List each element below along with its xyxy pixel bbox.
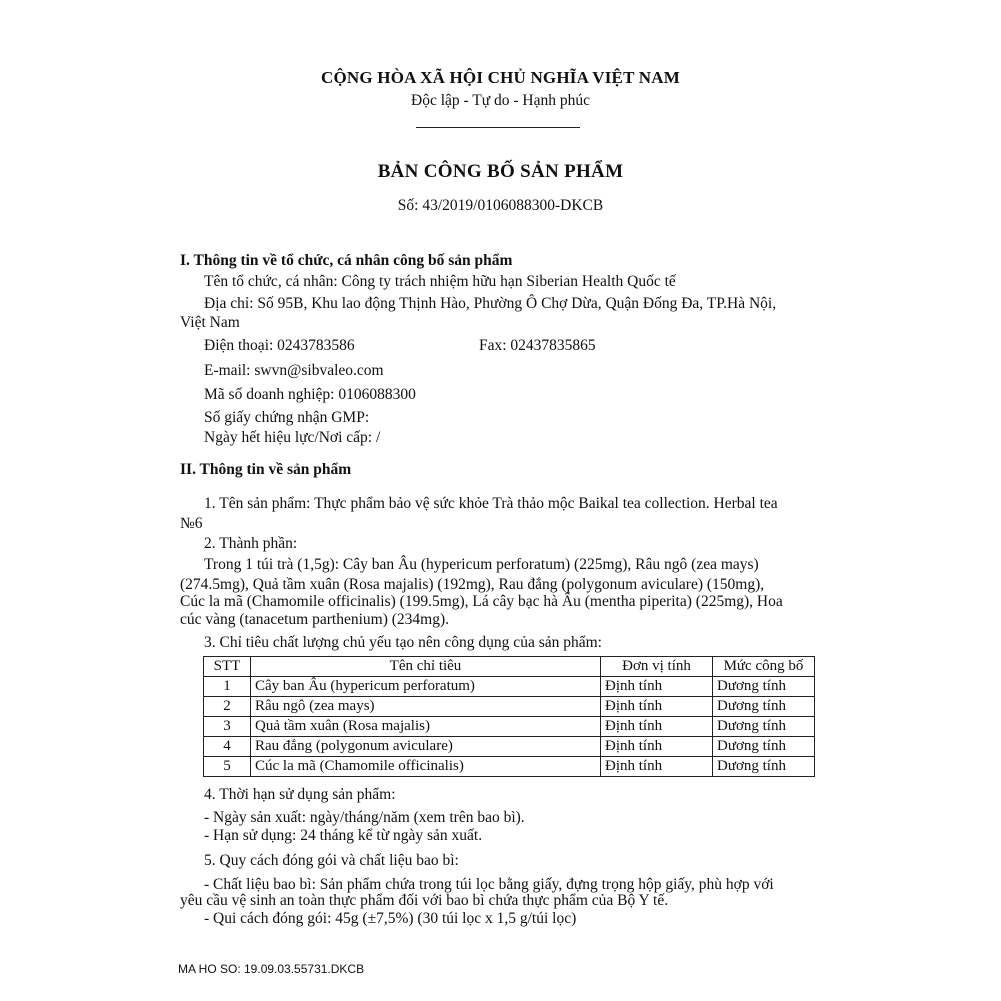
packaging-heading: 5. Quy cách đóng gói và chất liệu bao bì: — [204, 852, 459, 869]
document-title: BẢN CÔNG BỐ SẢN PHẨM — [377, 161, 624, 182]
ingredients-line: cúc vàng (tanacetum parthenium) (234mg). — [180, 611, 449, 628]
document-number: Số: 43/2019/0106088300-DKCB — [397, 197, 604, 214]
quality-heading: 3. Chỉ tiêu chất lượng chủ yếu tạo nên công dụng của sản phẩm: — [204, 634, 602, 651]
table-cell: Dương tính — [713, 677, 815, 697]
email: E-mail: swvn@sibvaleo.com — [204, 362, 384, 379]
expiry-issuer: Ngày hết hiệu lực/Nơi cấp: / — [204, 429, 381, 446]
table-cell: 2 — [204, 697, 251, 717]
table-cell: Định tính — [601, 677, 713, 697]
table-row — [204, 757, 815, 777]
manufacture-date: - Ngày sản xuất: ngày/tháng/năm (xem trên bao bì). — [204, 809, 525, 826]
column-header: Tên chỉ tiêu — [251, 657, 601, 677]
table-cell: Rau đắng (polygonum aviculare) — [251, 737, 601, 757]
table-cell: Cây ban Âu (hypericum perforatum) — [251, 677, 601, 697]
table-cell: Quả tầm xuân (Rosa majalis) — [251, 717, 601, 737]
section-1-heading: I. Thông tin về tổ chức, cá nhân công bố sản phẩm — [180, 252, 513, 269]
ingredients-line: (274.5mg), Quả tầm xuân (Rosa majalis) (192mg), Rau đắng (polygonum aviculare) (150mg), — [180, 576, 765, 593]
table-cell: Dương tính — [713, 697, 815, 717]
table-cell: Định tính — [601, 697, 713, 717]
packaging-material-line-1: - Chất liệu bao bì: Sản phẩm chứa trong túi lọc bằng giấy, đựng trọng hộp giấy, phù hợp với — [204, 876, 774, 893]
record-code: MA HO SO: 19.09.03.55731.DKCB — [178, 962, 365, 976]
table-cell: Cúc la mã (Chamomile officinalis) — [251, 757, 601, 777]
ingredients-line: Trong 1 túi trà (1,5g): Cây ban Âu (hypericum perforatum) (225mg), Râu ngô (zea mays) — [204, 556, 759, 573]
table-cell: 4 — [204, 737, 251, 757]
ingredients-heading: 2. Thành phần: — [204, 535, 298, 552]
table-row — [204, 737, 815, 757]
address-line-1: Địa chỉ: Số 95B, Khu lao động Thịnh Hào, Phường Ô Chợ Dừa, Quận Đống Đa, TP.Hà Nội, — [204, 295, 777, 312]
address-line-2: Việt Nam — [180, 314, 240, 331]
product-name-line-2: №6 — [180, 515, 203, 532]
quality-table — [203, 656, 815, 777]
table-cell: Định tính — [601, 737, 713, 757]
table-row — [204, 717, 815, 737]
shelf-life-heading: 4. Thời hạn sử dụng sản phẩm: — [204, 786, 396, 803]
org-name: Tên tổ chức, cá nhân: Công ty trách nhiệm hữu hạn Siberian Health Quốc tế — [204, 273, 676, 290]
table-header-row — [204, 657, 815, 677]
table-cell: Râu ngô (zea mays) — [251, 697, 601, 717]
column-header: Mức công bố — [713, 657, 815, 677]
table-cell: 5 — [204, 757, 251, 777]
gmp-certificate: Số giấy chứng nhận GMP: — [204, 409, 370, 426]
table-cell: Định tính — [601, 757, 713, 777]
business-code: Mã số doanh nghiệp: 0106088300 — [204, 386, 416, 403]
table-cell: Dương tính — [713, 757, 815, 777]
section-2-heading: II. Thông tin về sản phẩm — [180, 461, 352, 478]
product-name-line-1: 1. Tên sản phẩm: Thực phẩm bảo vệ sức khỏe Trà thảo mộc Baikal tea collection. Herbal tea — [204, 495, 778, 512]
table-cell: 3 — [204, 717, 251, 737]
table-cell: Dương tính — [713, 717, 815, 737]
expiry-date: - Hạn sử dụng: 24 tháng kể từ ngày sản xuất. — [204, 827, 483, 844]
country-title: CỘNG HÒA XÃ HỘI CHỦ NGHĨA VIỆT NAM — [321, 68, 680, 87]
packaging-spec: - Qui cách đóng gói: 45g (±7,5%) (30 túi lọc x 1,5 g/túi lọc) — [204, 910, 577, 927]
header-divider — [416, 127, 580, 128]
column-header: STT — [204, 657, 251, 677]
motto: Độc lập - Tự do - Hạnh phúc — [411, 92, 590, 109]
table-cell: 1 — [204, 677, 251, 697]
table-cell: Dương tính — [713, 737, 815, 757]
packaging-material-line-2: yêu cầu vệ sinh an toàn thực phẩm đối với bao bì chứa thực phẩm của Bộ Y tế. — [180, 892, 669, 909]
ingredients-line: Cúc la mã (Chamomile officinalis) (199.5mg), Lá cây bạc hà Âu (mentha piperita) (225mg), Hoa — [180, 593, 783, 610]
table-row — [204, 677, 815, 697]
table-cell: Định tính — [601, 717, 713, 737]
table-row — [204, 697, 815, 717]
fax: Fax: 02437835865 — [479, 337, 596, 354]
phone: Điện thoại: 0243783586 — [204, 337, 355, 354]
column-header: Đơn vị tính — [601, 657, 713, 677]
